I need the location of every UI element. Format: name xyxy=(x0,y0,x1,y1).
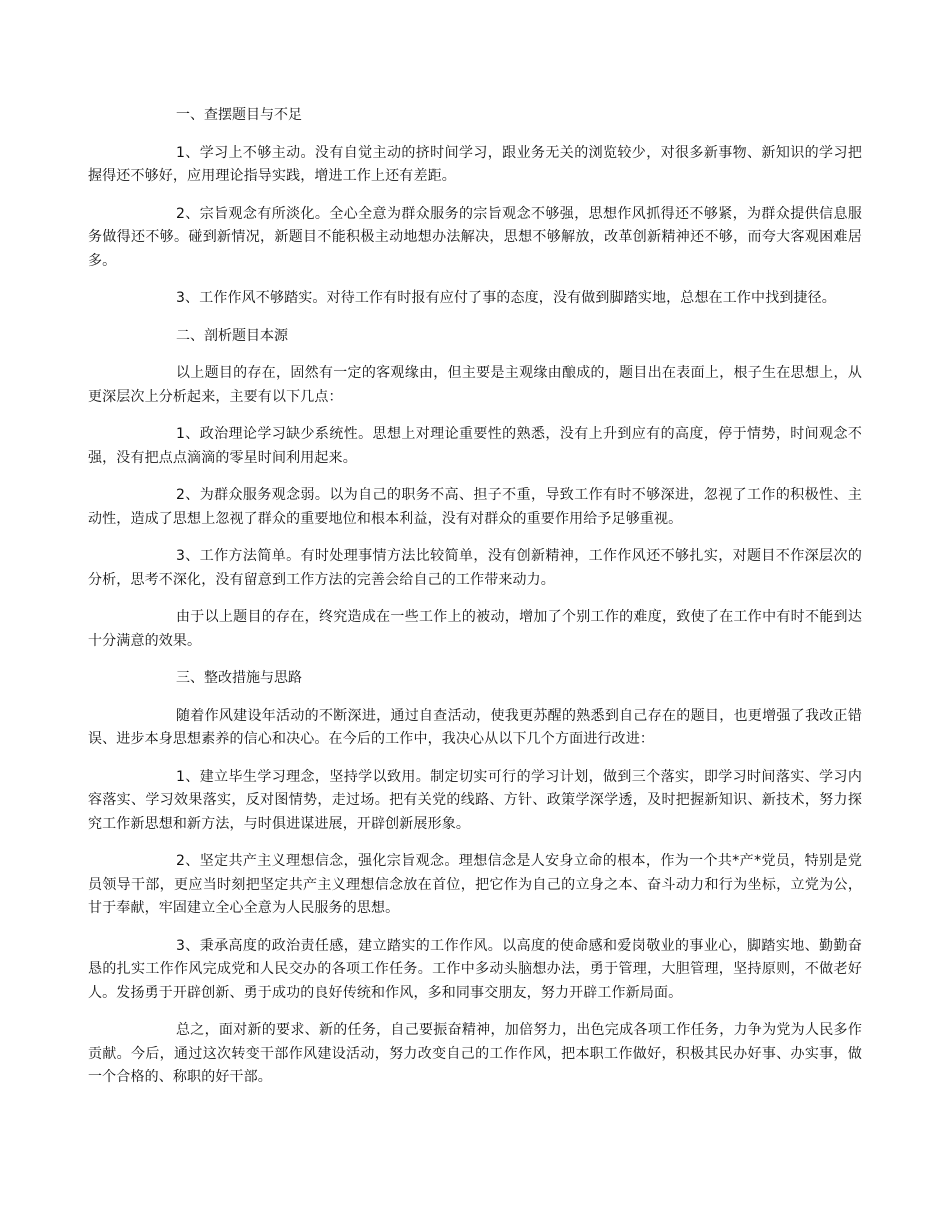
paragraph: 1、政治理论学习缺少系统性。思想上对理论重要性的熟悉，没有上升到应有的高度，停于情势，时间观念不强，没有把点点滴滴的零星时间利用起来。 xyxy=(88,426,862,466)
paragraph: 2、宗旨观念有所淡化。全心全意为群众服务的宗旨观念不够强，思想作风抓得还不够紧，为群众提供信息服务做得还不够。碰到新情况，新题目不能积极主动地想办法解决，思想不够解放，改革创新精神还不够，而夸大客观困难居多。 xyxy=(88,205,862,269)
section-heading-2: 二、剖析题目本源 xyxy=(176,327,288,344)
section-heading-1: 一、查摆题目与不足 xyxy=(176,107,302,123)
paragraph: 以上题目的存在，固然有一定的客观缘由，但主要是主观缘由酿成的，题目出在表面上，根子生在思想上，从更深层次上分析起来，主要有以下几点： xyxy=(88,365,862,405)
paragraph: 3、工作作风不够踏实。对待工作有时报有应付了事的态度，没有做到脚踏实地，总想在工作中找到捷径。 xyxy=(176,290,836,306)
paragraph: 2、为群众服务观念弱。以为自己的职务不高、担子不重，导致工作有时不够深进，忽视了工作的积极性、主动性，造成了思想上忽视了群众的重要地位和根本利益，没有对群众的重要作用给予足够重视。 xyxy=(88,487,862,527)
paragraph: 1、学习上不够主动。没有自觉主动的挤时间学习，跟业务无关的浏览较少，对很多新事物、新知识的学习把握得还不够好，应用理论指导实践，增进工作上还有差距。 xyxy=(88,144,862,184)
paragraph: 由于以上题目的存在，终究造成在一些工作上的被动，增加了个别工作的难度，致使了在工作中有时不能到达十分满意的效果。 xyxy=(88,609,862,649)
section-heading-3: 三、整改措施与思路 xyxy=(176,670,302,686)
paragraph: 随着作风建设年活动的不断深进，通过自查活动，使我更苏醒的熟悉到自己存在的题目，也更增强了我改正错误、进步本身思想素养的信心和决心。在今后的工作中，我决心从以下几个方面进行改进： xyxy=(88,707,862,747)
paragraph: 总之，面对新的要求、新的任务，自己要振奋精神，加倍努力，出色完成各项工作任务，力争为党为人民多作贡献。今后，通过这次转变干部作风建设活动，努力改变自己的工作作风，把本职工作做好，积极其民办好事、办实事，做一个合格的、称职的好干部。 xyxy=(88,1022,862,1085)
paragraph: 3、工作方法简单。有时处理事情方法比较简单，没有创新精神，工作作风还不够扎实，对题目不作深层次的分析，思考不深化，没有留意到工作方法的完善会给自己的工作带来动力。 xyxy=(88,548,862,588)
paragraph: 3、秉承高度的政治责任感，建立踏实的工作作风。以高度的使命感和爱岗敬业的事业心，脚踏实地、勤勤奋恳的扎实工作作风完成党和人民交办的各项工作任务。工作中多动头脑想办法，勇于管理，大胆管理，坚持原则，不做老好人。发扬勇于开辟创新、勇于成功的良好传统和作风，多和同事交朋友，努力开辟工作新局面。 xyxy=(88,937,862,1001)
paragraph: 1、建立毕生学习理念，坚持学以致用。制定切实可行的学习计划，做到三个落实，即学习时间落实、学习内容落实、学习效果落实，反对图情势，走过场。把有关党的线路、方针、政策学深学透，及时把握新知识、新技术，努力探究工作新思想和新方法，与时俱进谋进展，开辟创新展形象。 xyxy=(88,768,862,832)
paragraph: 2、坚定共产主义理想信念，强化宗旨观念。理想信念是人安身立命的根本，作为一个共*产*党员，特别是党员领导干部，更应当时刻把坚定共产主义理想信念放在首位，把它作为自己的立身之本、奋斗动力和行为坐标，立党为公，甘于奉献，牢固建立全心全意为人民服务的思想。 xyxy=(88,853,862,916)
document-body xyxy=(88,104,862,1104)
